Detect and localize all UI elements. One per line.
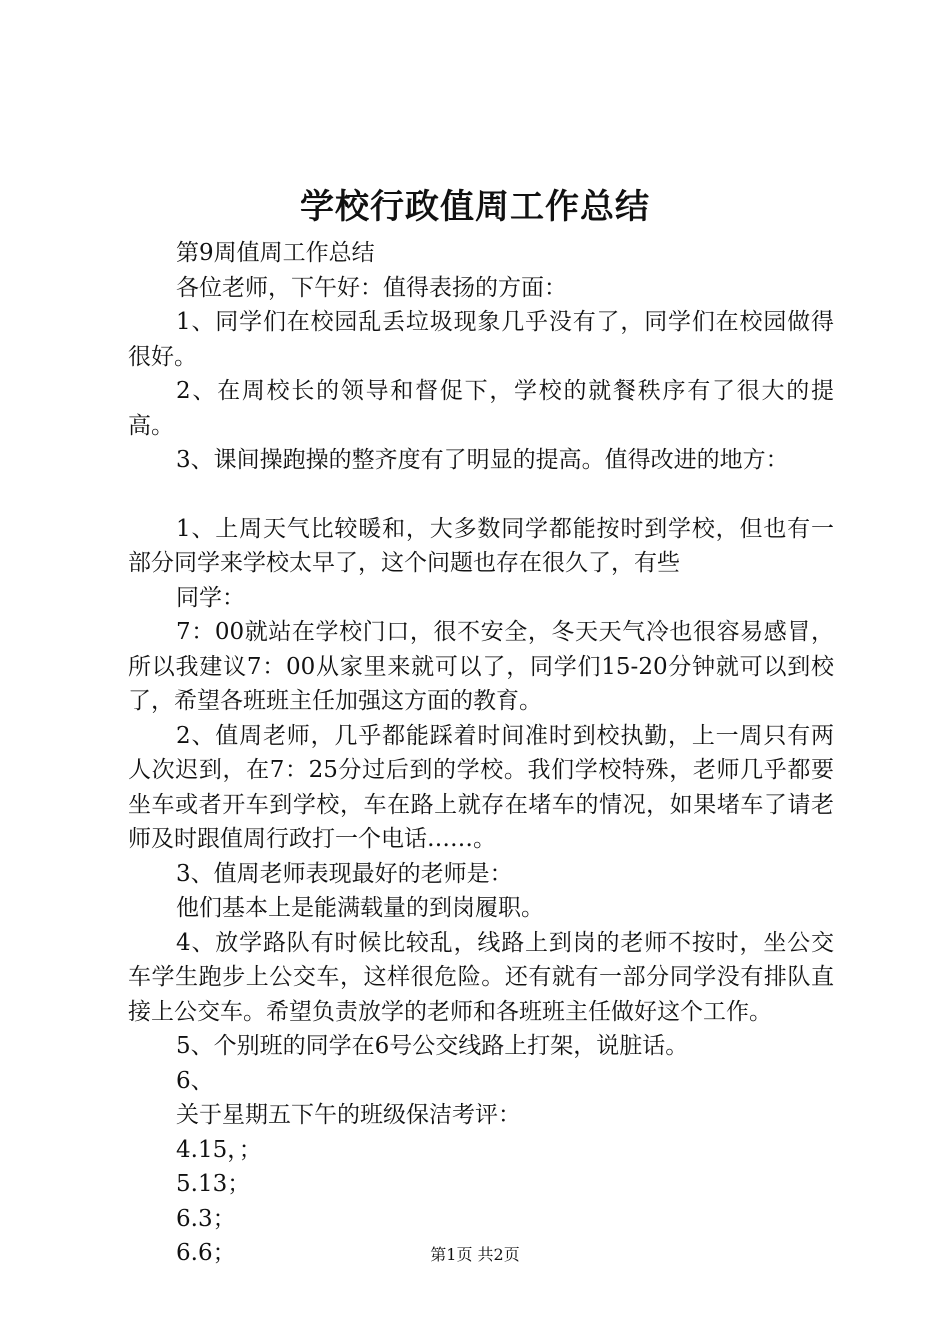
paragraph-praise-2: 2、在周校长的领导和督促下，学校的就餐秩序有了很大的提高。 <box>128 378 834 439</box>
paragraph-improve-4: 4、放学路队有时候比较乱，线路上到岗的老师不按时，坐公交车学生跑步上公交车，这样很危险。还有就有一部分同学没有排队直接上公交车。希望负责放学的老师和各班班主任做好这个工作。 <box>128 929 834 1025</box>
paragraph-improve-2: 2、值周老师，几乎都能踩着时间准时到校执勤，上一周只有两人次迟到，在7：25分过后到的学校。我们学校特殊，老师几乎都要坐车或者开车到学校，车在路上就存在堵车的情况，如果堵车了请老师及时跟值周行政打一个电话……。 <box>128 722 834 852</box>
list-item-score: 6.3； <box>176 1205 236 1232</box>
list-item-score: 5.13； <box>176 1171 251 1197</box>
list-item-score: 4.15，； <box>176 1136 262 1163</box>
paragraph-week-summary: 第9周值周工作总结 <box>176 240 375 266</box>
paragraph-duty-note: 他们基本上是能满载量的到岗履职。 <box>176 895 544 921</box>
paragraph-improve-6: 6、 <box>176 1067 214 1094</box>
paragraph-arrival-time: 7：00就站在学校门口，很不安全，冬天天气冷也很容易感冒，所以我建议7：00从家里来就可以了，同学们15-20分钟就可以到校了，希望各班班主任加强这方面的教育。 <box>128 619 834 714</box>
paragraph-students: 同学： <box>176 584 245 611</box>
list-item-score: 6.6； <box>176 1240 236 1266</box>
paragraph-cleaning-review: 关于星期五下午的班级保洁考评： <box>176 1102 521 1128</box>
paragraph-improve-1: 1、上周天气比较暖和，大多数同学都能按时到学校，但也有一部分同学来学校太早了，这个问题也存在很久了，有些 <box>128 515 834 576</box>
document-body <box>128 236 834 1271</box>
page-footer: 第1页 共2页 <box>430 1245 520 1264</box>
paragraph-improve-3: 3、值周老师表现最好的老师是： <box>176 860 513 887</box>
paragraph-praise-3: 3、课间操跑操的整齐度有了明显的提高。值得改进的地方： <box>176 447 789 473</box>
paragraph-improve-5: 5、个别班的同学在6号公交线路上打架，说脏话。 <box>176 1033 689 1059</box>
paragraph-greeting: 各位老师，下午好：值得表扬的方面： <box>176 274 567 301</box>
paragraph-praise-1: 1、同学们在校园乱丢垃圾现象几乎没有了，同学们在校园做得很好。 <box>128 309 834 370</box>
document-title: 学校行政值周工作总结 <box>300 187 650 227</box>
